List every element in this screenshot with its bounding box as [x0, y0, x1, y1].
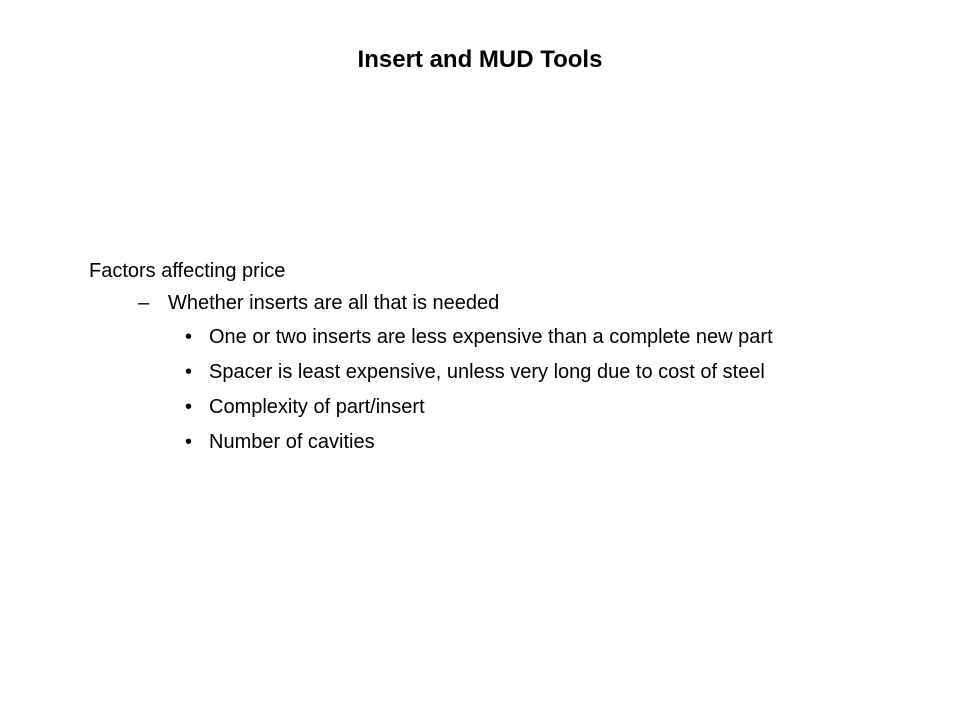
bullet-marker: •: [185, 361, 193, 383]
bullet-level1: [89, 256, 929, 286]
bullet-level3: [185, 355, 929, 390]
bullet-level3: [185, 390, 929, 425]
dash-marker: –: [138, 292, 150, 314]
bullet-level3-text: Spacer is least expensive, unless very long due to cost of steel: [209, 361, 765, 383]
bullet-marker: •: [185, 396, 193, 418]
bullet-marker: •: [185, 326, 193, 348]
bullet-level3: [185, 425, 929, 460]
bullet-marker: •: [185, 431, 193, 453]
slide-title: Insert and MUD Tools: [357, 46, 603, 73]
bullet-level2: [138, 286, 929, 320]
bullet-level3: [185, 320, 929, 355]
bullet-level3-text: Complexity of part/insert: [209, 396, 425, 418]
bullet-level1-text: Factors affecting price: [89, 260, 286, 282]
bullet-level3-text: One or two inserts are less expensive than a complete new part: [209, 326, 773, 348]
slide-body: [89, 256, 929, 460]
bullet-level3-text: Number of cavities: [209, 431, 375, 453]
bullet-level2-text: Whether inserts are all that is needed: [168, 292, 500, 314]
